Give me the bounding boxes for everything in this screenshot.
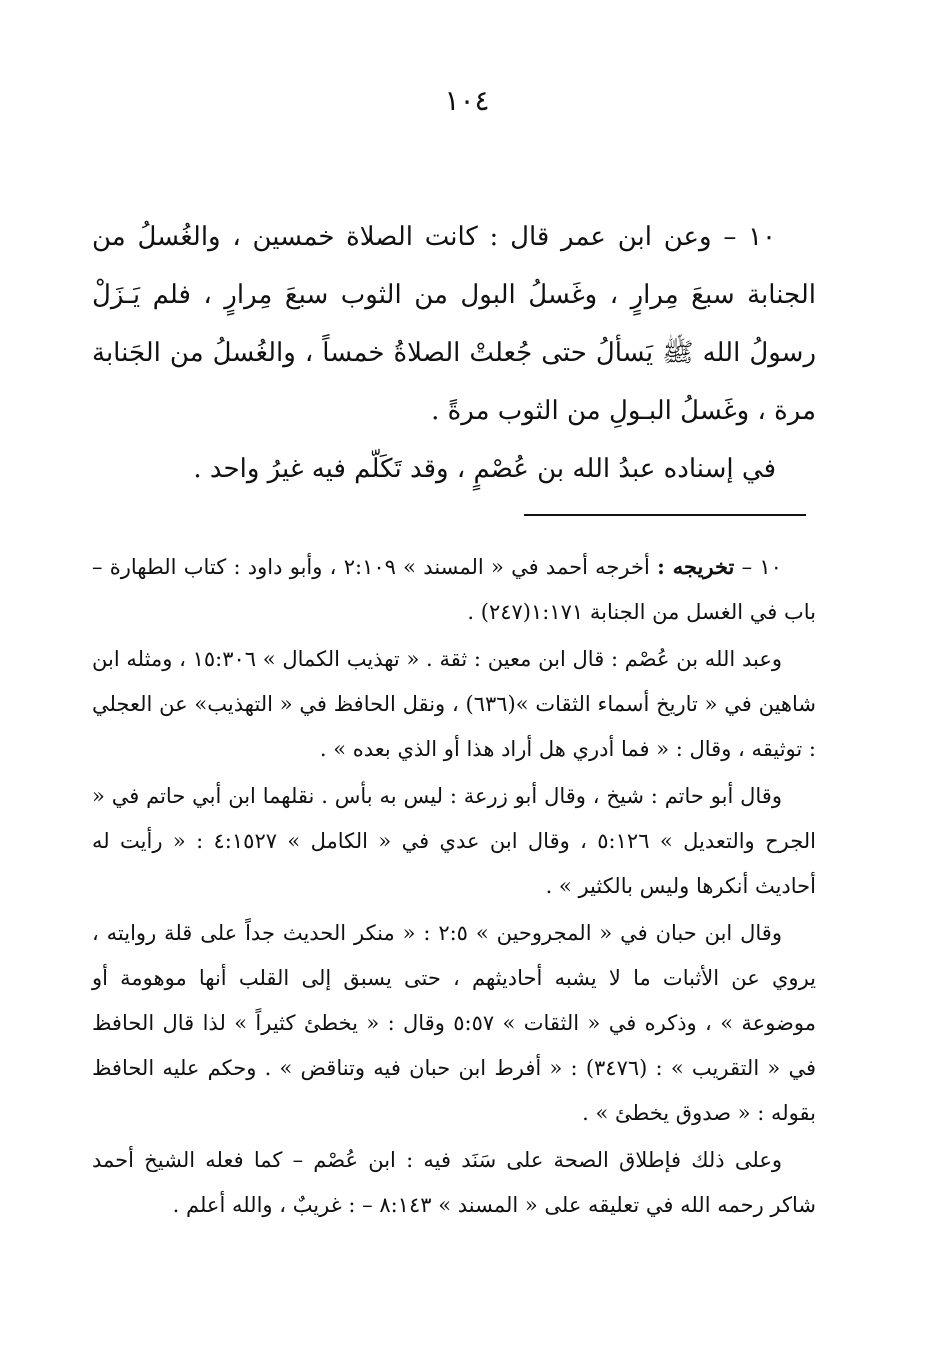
hadith-text: وعن ابن عمر قال : كانت الصلاة خمسين ، والغُسلُ من الجنابة سبعَ مِرارٍ ، وغَسلُ البول من الثوب سبعَ مِرارٍ ، فلم يَـزَلْ رسولُ الله ﷺ يَسألُ حتى جُعلتْ الصلاةُ خمساً ، والغُسلُ من الجَنابة مرة ، وغَسلُ البـولِ من الثوب مرةً . [92, 222, 816, 426]
footnote-number: ١٠ – [741, 555, 782, 579]
footnotes [92, 544, 816, 1230]
isnad-remark: في إسناده عبدُ الله بن عُصْمٍ ، وقد تَكَلّم فيه غيرُ واحد . [193, 454, 776, 484]
footnote-paragraph: وعلى ذلك فإطلاق الصحة على سَنَد فيه : ابن عُصْم – كما فعله الشيخ أحمد شاكر رحمه الله في تعليقه على « المسند » ٨:١٤٣ – : غريبٌ ، والله أعلم . [92, 1148, 816, 1217]
footnote-paragraph: وقال أبو حاتم : شيخ ، وقال أبو زرعة : ليس به بأس . نقلهما ابن أبي حاتم في « الجرح والتعديل » ٥:١٢٦ ، وقال ابن عدي في « الكامل » ٤:١٥٢٧ : « رأيت له أحاديث أنكرها وليس بالكثير » . [92, 784, 817, 898]
footnote-takhrij [92, 544, 816, 635]
takhrij-text: أخرجه أحمد في « المسند » ٢:١٠٩ ، وأبو داود : كتاب الطهارة – باب في الغسل من الجنابة ١:١٧١(٢٤٧) . [92, 555, 816, 624]
footnote-paragraph: وعبد الله بن عُصْم : قال ابن معين : ثقة . « تهذيب الكمال » ١٥:٣٠٦ ، ومثله ابن شاهين في « تاريخ أسماء الثقات »(٦٣٦) ، ونقل الحافظ في « التهذيب» عن العجلي : توثيقه ، وقال : « فما أدري هل أراد هذا أو الذي بعده » . [92, 647, 816, 761]
page-number: ١٠٤ [444, 84, 490, 117]
hadith-number: ١٠ – [723, 222, 776, 252]
takhrij-label: تخريجه : [657, 554, 735, 579]
main-text [92, 208, 816, 498]
hadith-paragraph [92, 208, 816, 440]
footnote-paragraph: وقال ابن حبان في « المجروحين » ٢:٥ : « منكر الحديث جداً على قلة روايته ، يروي عن الأثبات ما لا يشبه أحاديثهم ، حتى يسبق إلى القلب أنها موهومة أو موضوعة » ، وذكره في « الثقات » ٥:٥٧ وقال : « يخطئ كثيراً » لذا قال الحافظ في « التقريب » : (٣٤٧٦) : « أفرط ابن حبان فيه وتناقض » . وحكم عليه الحافظ بقوله : « صدوق يخطئ » . [92, 921, 816, 1125]
footnote-divider [524, 514, 806, 516]
